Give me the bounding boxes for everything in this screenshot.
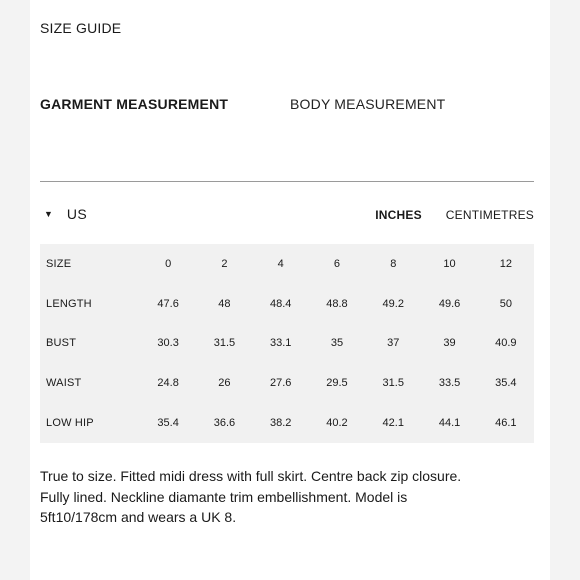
table-row [40,324,534,364]
tab-body-measurement[interactable]: BODY MEASUREMENT [290,96,446,112]
section-divider [40,181,534,182]
row-label-low-hip: LOW HIP [46,417,94,430]
table-cell: 47.6 [157,297,179,310]
table-header-cell: 0 [165,257,172,270]
left-edge-strip [0,0,30,580]
table-cell: 39 [443,337,456,350]
row-label-waist: WAIST [46,377,82,390]
table-row [40,284,534,324]
table-cell: 49.2 [382,297,404,310]
table-cell: 35.4 [495,377,517,390]
table-cell: 31.5 [382,377,404,390]
size-table [40,244,534,443]
table-cell: 31.5 [213,337,236,350]
table-cell: 35.4 [157,417,179,430]
row-label-bust: BUST [46,337,77,350]
table-cell: 37 [387,337,400,350]
table-cell: 40.2 [326,417,348,430]
table-cell: 36.6 [213,417,236,430]
caret-down-icon: ▼ [44,209,53,219]
table-cell: 44.1 [438,417,461,430]
tab-garment-measurement[interactable]: GARMENT MEASUREMENT [40,96,229,112]
table-header-cell: 10 [443,257,456,270]
table-cell: 33.5 [438,377,461,390]
table-cell: 46.1 [495,417,517,430]
table-header-cell: 2 [221,257,228,270]
table-cell: 48.4 [269,297,292,310]
right-edge-strip [550,0,580,580]
unit-inches-option[interactable]: INCHES [375,208,422,222]
unit-toggle [375,208,534,222]
description-text: True to size. Fitted midi dress with full skirt. Centre back zip closure. Fully lined. Neckline diamante trim embellishment. Model is 5ft10/178cm and wears a UK 8. [40,468,462,525]
table-cell: 48.8 [326,297,348,310]
unit-centimetres-option[interactable]: CENTIMETRES [445,208,534,222]
table-cell: 35 [330,337,344,350]
region-selector[interactable] [40,206,87,222]
table-row [40,403,534,443]
table-cell: 26 [218,377,231,390]
table-cell: 27.6 [269,377,292,390]
table-cell: 30.3 [157,337,179,350]
page-title: SIZE GUIDE [40,20,122,36]
table-cell: 38.2 [269,417,292,430]
table-header-cell: 4 [277,257,284,270]
table-cell: 42.1 [382,417,404,430]
region-label: US [66,206,87,222]
table-cell: 49.6 [438,297,461,310]
table-header-cell: 8 [390,257,397,270]
row-label-length: LENGTH [46,297,92,310]
product-description [40,466,480,528]
table-cell: 40.9 [495,337,517,350]
table-header-row [40,244,534,284]
table-header-cell: 6 [333,257,341,270]
table-cell: 50 [499,297,512,310]
table-cell: 29.5 [326,377,348,390]
table-cell: 24.8 [157,377,179,390]
table-row [40,363,534,403]
measurement-tabs [40,96,445,112]
table-header-cell: 12 [499,257,512,270]
table-header-cell: SIZE [46,257,72,270]
table-cell: 33.1 [269,337,292,350]
table-cell: 48 [218,297,231,310]
